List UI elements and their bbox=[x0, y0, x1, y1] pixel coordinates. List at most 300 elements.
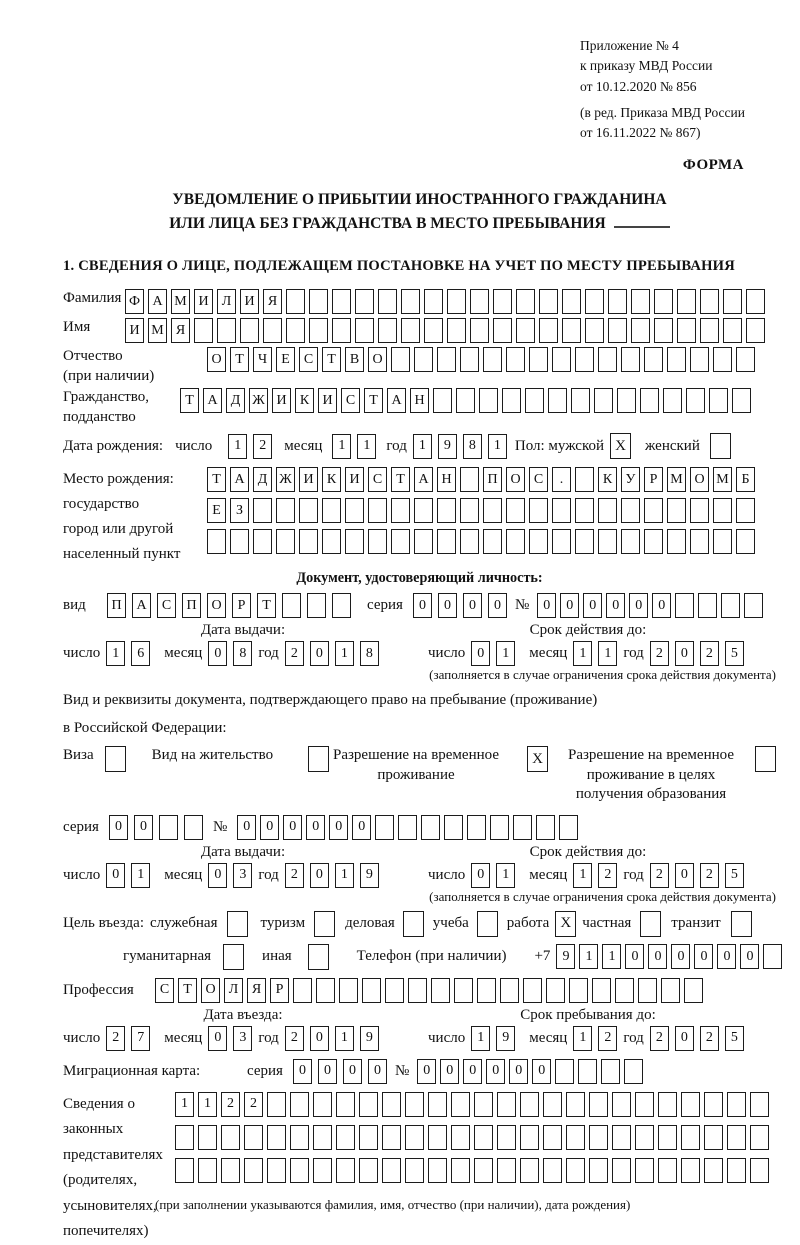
char-cell[interactable] bbox=[332, 593, 351, 618]
char-cell[interactable] bbox=[520, 1158, 539, 1183]
char-cell[interactable]: 0 bbox=[629, 593, 648, 618]
char-cell[interactable]: 7 bbox=[131, 1026, 150, 1051]
char-cell[interactable] bbox=[598, 347, 617, 372]
char-cell[interactable]: А bbox=[230, 467, 249, 492]
char-cell[interactable]: Е bbox=[207, 498, 226, 523]
char-cell[interactable] bbox=[385, 978, 404, 1003]
char-cell[interactable] bbox=[562, 318, 581, 343]
char-cell[interactable] bbox=[490, 815, 509, 840]
char-cell[interactable]: 0 bbox=[310, 641, 329, 666]
char-cell[interactable] bbox=[635, 1092, 654, 1117]
char-cell[interactable] bbox=[307, 593, 326, 618]
char-cell[interactable] bbox=[681, 1158, 700, 1183]
char-cell[interactable] bbox=[612, 1092, 631, 1117]
char-cell[interactable]: 8 bbox=[360, 641, 379, 666]
char-cell[interactable] bbox=[578, 1059, 597, 1084]
char-cell[interactable]: 1 bbox=[488, 434, 507, 459]
char-cell[interactable] bbox=[644, 347, 663, 372]
purpose-other-checkbox[interactable] bbox=[308, 944, 329, 970]
char-cell[interactable]: 5 bbox=[725, 1026, 744, 1051]
char-cell[interactable]: 2 bbox=[106, 1026, 125, 1051]
char-cell[interactable]: Р bbox=[270, 978, 289, 1003]
char-cell[interactable] bbox=[750, 1092, 769, 1117]
char-cell[interactable]: 0 bbox=[648, 944, 667, 969]
char-cell[interactable] bbox=[621, 498, 640, 523]
char-cell[interactable] bbox=[437, 347, 456, 372]
char-cell[interactable] bbox=[644, 529, 663, 554]
char-cell[interactable] bbox=[704, 1125, 723, 1150]
char-cell[interactable] bbox=[543, 1092, 562, 1117]
char-cell[interactable]: 1 bbox=[471, 1026, 490, 1051]
char-cell[interactable] bbox=[736, 347, 755, 372]
char-cell[interactable] bbox=[309, 289, 328, 314]
char-cell[interactable]: 5 bbox=[725, 863, 744, 888]
char-cell[interactable] bbox=[313, 1092, 332, 1117]
char-cell[interactable] bbox=[359, 1125, 378, 1150]
char-cell[interactable] bbox=[713, 347, 732, 372]
char-cell[interactable] bbox=[198, 1158, 217, 1183]
char-cell[interactable] bbox=[362, 978, 381, 1003]
char-cell[interactable] bbox=[667, 529, 686, 554]
char-cell[interactable] bbox=[723, 289, 742, 314]
char-cell[interactable]: З bbox=[230, 498, 249, 523]
purpose-work-checkbox[interactable]: X bbox=[555, 911, 576, 937]
char-cell[interactable] bbox=[451, 1158, 470, 1183]
char-cell[interactable]: С bbox=[155, 978, 174, 1003]
char-cell[interactable] bbox=[589, 1092, 608, 1117]
char-cell[interactable] bbox=[408, 978, 427, 1003]
char-cell[interactable] bbox=[451, 1125, 470, 1150]
char-cell[interactable] bbox=[654, 289, 673, 314]
char-cell[interactable]: М bbox=[148, 318, 167, 343]
char-cell[interactable]: 2 bbox=[598, 863, 617, 888]
char-cell[interactable]: 0 bbox=[343, 1059, 362, 1084]
char-cell[interactable] bbox=[207, 529, 226, 554]
char-cell[interactable] bbox=[467, 815, 486, 840]
purpose-business-checkbox[interactable] bbox=[227, 911, 248, 937]
char-cell[interactable]: 1 bbox=[357, 434, 376, 459]
char-cell[interactable] bbox=[690, 498, 709, 523]
char-cell[interactable] bbox=[559, 815, 578, 840]
char-cell[interactable]: 9 bbox=[360, 863, 379, 888]
char-cell[interactable] bbox=[546, 978, 565, 1003]
char-cell[interactable] bbox=[276, 529, 295, 554]
char-cell[interactable] bbox=[336, 1158, 355, 1183]
char-cell[interactable] bbox=[421, 815, 440, 840]
char-cell[interactable] bbox=[460, 529, 479, 554]
char-cell[interactable] bbox=[681, 1125, 700, 1150]
char-cell[interactable] bbox=[562, 289, 581, 314]
char-cell[interactable]: 9 bbox=[496, 1026, 515, 1051]
char-cell[interactable]: 2 bbox=[598, 1026, 617, 1051]
char-cell[interactable] bbox=[267, 1158, 286, 1183]
char-cell[interactable] bbox=[704, 1092, 723, 1117]
char-cell[interactable]: Т bbox=[180, 388, 199, 413]
char-cell[interactable] bbox=[253, 529, 272, 554]
char-cell[interactable]: 1 bbox=[496, 641, 515, 666]
char-cell[interactable] bbox=[723, 318, 742, 343]
char-cell[interactable]: 0 bbox=[208, 1026, 227, 1051]
char-cell[interactable]: 0 bbox=[283, 815, 302, 840]
char-cell[interactable] bbox=[598, 498, 617, 523]
purpose-tourism-checkbox[interactable] bbox=[314, 911, 335, 937]
char-cell[interactable]: Р bbox=[232, 593, 251, 618]
char-cell[interactable]: Л bbox=[224, 978, 243, 1003]
char-cell[interactable]: 0 bbox=[293, 1059, 312, 1084]
char-cell[interactable] bbox=[290, 1092, 309, 1117]
char-cell[interactable] bbox=[456, 388, 475, 413]
char-cell[interactable] bbox=[658, 1158, 677, 1183]
char-cell[interactable] bbox=[332, 318, 351, 343]
char-cell[interactable] bbox=[470, 318, 489, 343]
char-cell[interactable]: К bbox=[322, 467, 341, 492]
char-cell[interactable] bbox=[763, 944, 782, 969]
char-cell[interactable] bbox=[336, 1092, 355, 1117]
char-cell[interactable]: 0 bbox=[652, 593, 671, 618]
char-cell[interactable] bbox=[460, 347, 479, 372]
char-cell[interactable] bbox=[585, 289, 604, 314]
char-cell[interactable] bbox=[677, 289, 696, 314]
char-cell[interactable] bbox=[293, 978, 312, 1003]
char-cell[interactable] bbox=[497, 1158, 516, 1183]
char-cell[interactable]: 0 bbox=[606, 593, 625, 618]
char-cell[interactable] bbox=[493, 289, 512, 314]
char-cell[interactable]: 0 bbox=[109, 815, 128, 840]
char-cell[interactable]: 0 bbox=[237, 815, 256, 840]
char-cell[interactable]: 0 bbox=[260, 815, 279, 840]
char-cell[interactable] bbox=[290, 1158, 309, 1183]
char-cell[interactable]: А bbox=[132, 593, 151, 618]
char-cell[interactable] bbox=[497, 1125, 516, 1150]
purpose-commercial-checkbox[interactable] bbox=[403, 911, 424, 937]
char-cell[interactable] bbox=[474, 1158, 493, 1183]
char-cell[interactable]: 0 bbox=[208, 641, 227, 666]
char-cell[interactable]: Я bbox=[247, 978, 266, 1003]
char-cell[interactable] bbox=[431, 978, 450, 1003]
char-cell[interactable]: 0 bbox=[560, 593, 579, 618]
char-cell[interactable]: 3 bbox=[233, 863, 252, 888]
char-cell[interactable] bbox=[548, 388, 567, 413]
char-cell[interactable]: 1 bbox=[335, 863, 354, 888]
char-cell[interactable]: 0 bbox=[486, 1059, 505, 1084]
char-cell[interactable]: И bbox=[299, 467, 318, 492]
char-cell[interactable]: 0 bbox=[717, 944, 736, 969]
char-cell[interactable] bbox=[359, 1158, 378, 1183]
char-cell[interactable]: 2 bbox=[221, 1092, 240, 1117]
char-cell[interactable]: 1 bbox=[332, 434, 351, 459]
char-cell[interactable]: 0 bbox=[625, 944, 644, 969]
char-cell[interactable]: С bbox=[157, 593, 176, 618]
char-cell[interactable]: 9 bbox=[360, 1026, 379, 1051]
char-cell[interactable]: 0 bbox=[675, 641, 694, 666]
char-cell[interactable] bbox=[617, 388, 636, 413]
char-cell[interactable] bbox=[401, 289, 420, 314]
char-cell[interactable]: Я bbox=[263, 289, 282, 314]
temp-residence-edu-checkbox[interactable] bbox=[755, 746, 776, 772]
char-cell[interactable]: Т bbox=[207, 467, 226, 492]
char-cell[interactable]: 2 bbox=[700, 641, 719, 666]
char-cell[interactable] bbox=[309, 318, 328, 343]
char-cell[interactable]: О bbox=[207, 593, 226, 618]
char-cell[interactable] bbox=[506, 529, 525, 554]
char-cell[interactable]: В bbox=[345, 347, 364, 372]
char-cell[interactable]: 0 bbox=[208, 863, 227, 888]
char-cell[interactable] bbox=[621, 529, 640, 554]
char-cell[interactable]: У bbox=[621, 467, 640, 492]
char-cell[interactable]: И bbox=[194, 289, 213, 314]
char-cell[interactable]: 0 bbox=[509, 1059, 528, 1084]
char-cell[interactable]: 0 bbox=[417, 1059, 436, 1084]
char-cell[interactable] bbox=[640, 388, 659, 413]
char-cell[interactable]: 0 bbox=[368, 1059, 387, 1084]
char-cell[interactable]: 0 bbox=[583, 593, 602, 618]
char-cell[interactable] bbox=[744, 593, 763, 618]
char-cell[interactable] bbox=[428, 1125, 447, 1150]
char-cell[interactable] bbox=[276, 498, 295, 523]
char-cell[interactable] bbox=[516, 289, 535, 314]
char-cell[interactable]: А bbox=[203, 388, 222, 413]
char-cell[interactable] bbox=[322, 529, 341, 554]
char-cell[interactable] bbox=[382, 1158, 401, 1183]
char-cell[interactable] bbox=[746, 318, 765, 343]
char-cell[interactable]: Т bbox=[178, 978, 197, 1003]
char-cell[interactable] bbox=[355, 289, 374, 314]
char-cell[interactable]: А bbox=[148, 289, 167, 314]
char-cell[interactable]: К bbox=[295, 388, 314, 413]
char-cell[interactable] bbox=[608, 289, 627, 314]
char-cell[interactable]: 8 bbox=[233, 641, 252, 666]
char-cell[interactable] bbox=[684, 978, 703, 1003]
char-cell[interactable]: С bbox=[368, 467, 387, 492]
char-cell[interactable]: Д bbox=[253, 467, 272, 492]
char-cell[interactable]: Л bbox=[217, 289, 236, 314]
char-cell[interactable]: И bbox=[272, 388, 291, 413]
char-cell[interactable]: 0 bbox=[532, 1059, 551, 1084]
char-cell[interactable] bbox=[339, 978, 358, 1003]
char-cell[interactable] bbox=[575, 529, 594, 554]
char-cell[interactable] bbox=[709, 388, 728, 413]
char-cell[interactable] bbox=[575, 498, 594, 523]
char-cell[interactable] bbox=[555, 1059, 574, 1084]
char-cell[interactable]: 2 bbox=[244, 1092, 263, 1117]
char-cell[interactable] bbox=[483, 529, 502, 554]
char-cell[interactable]: А bbox=[414, 467, 433, 492]
char-cell[interactable] bbox=[571, 388, 590, 413]
char-cell[interactable]: 1 bbox=[598, 641, 617, 666]
char-cell[interactable] bbox=[598, 529, 617, 554]
char-cell[interactable]: 0 bbox=[106, 863, 125, 888]
char-cell[interactable] bbox=[520, 1125, 539, 1150]
char-cell[interactable] bbox=[244, 1158, 263, 1183]
char-cell[interactable]: А bbox=[387, 388, 406, 413]
char-cell[interactable] bbox=[391, 347, 410, 372]
char-cell[interactable] bbox=[414, 498, 433, 523]
char-cell[interactable]: Т bbox=[364, 388, 383, 413]
char-cell[interactable]: 1 bbox=[579, 944, 598, 969]
char-cell[interactable] bbox=[382, 1092, 401, 1117]
char-cell[interactable] bbox=[539, 318, 558, 343]
char-cell[interactable] bbox=[615, 978, 634, 1003]
char-cell[interactable]: 2 bbox=[285, 863, 304, 888]
char-cell[interactable]: Я bbox=[171, 318, 190, 343]
char-cell[interactable] bbox=[460, 498, 479, 523]
char-cell[interactable] bbox=[451, 1092, 470, 1117]
char-cell[interactable] bbox=[433, 388, 452, 413]
char-cell[interactable]: Т bbox=[230, 347, 249, 372]
char-cell[interactable] bbox=[566, 1158, 585, 1183]
char-cell[interactable]: Р bbox=[644, 467, 663, 492]
char-cell[interactable] bbox=[217, 318, 236, 343]
char-cell[interactable]: 9 bbox=[438, 434, 457, 459]
char-cell[interactable] bbox=[566, 1125, 585, 1150]
char-cell[interactable]: 0 bbox=[438, 593, 457, 618]
char-cell[interactable] bbox=[575, 467, 594, 492]
char-cell[interactable]: И bbox=[318, 388, 337, 413]
char-cell[interactable] bbox=[175, 1125, 194, 1150]
char-cell[interactable]: С bbox=[299, 347, 318, 372]
char-cell[interactable]: Н bbox=[437, 467, 456, 492]
char-cell[interactable] bbox=[345, 529, 364, 554]
char-cell[interactable]: Т bbox=[322, 347, 341, 372]
char-cell[interactable] bbox=[658, 1092, 677, 1117]
char-cell[interactable]: Ч bbox=[253, 347, 272, 372]
char-cell[interactable] bbox=[506, 347, 525, 372]
char-cell[interactable]: И bbox=[240, 289, 259, 314]
char-cell[interactable]: 1 bbox=[573, 1026, 592, 1051]
char-cell[interactable] bbox=[635, 1158, 654, 1183]
char-cell[interactable] bbox=[690, 347, 709, 372]
char-cell[interactable] bbox=[497, 1092, 516, 1117]
char-cell[interactable]: 0 bbox=[463, 1059, 482, 1084]
purpose-study-checkbox[interactable] bbox=[477, 911, 498, 937]
char-cell[interactable] bbox=[424, 289, 443, 314]
char-cell[interactable] bbox=[267, 1125, 286, 1150]
char-cell[interactable]: К bbox=[598, 467, 617, 492]
char-cell[interactable] bbox=[428, 1158, 447, 1183]
char-cell[interactable] bbox=[589, 1125, 608, 1150]
char-cell[interactable]: Ж bbox=[276, 467, 295, 492]
char-cell[interactable] bbox=[474, 1092, 493, 1117]
char-cell[interactable] bbox=[221, 1158, 240, 1183]
char-cell[interactable] bbox=[667, 498, 686, 523]
char-cell[interactable]: 0 bbox=[671, 944, 690, 969]
char-cell[interactable] bbox=[552, 498, 571, 523]
char-cell[interactable]: Б bbox=[736, 467, 755, 492]
char-cell[interactable] bbox=[516, 318, 535, 343]
char-cell[interactable] bbox=[470, 289, 489, 314]
char-cell[interactable]: М bbox=[713, 467, 732, 492]
char-cell[interactable] bbox=[661, 978, 680, 1003]
char-cell[interactable] bbox=[506, 498, 525, 523]
char-cell[interactable] bbox=[631, 318, 650, 343]
char-cell[interactable]: Т bbox=[391, 467, 410, 492]
char-cell[interactable] bbox=[677, 318, 696, 343]
char-cell[interactable] bbox=[736, 498, 755, 523]
char-cell[interactable] bbox=[750, 1125, 769, 1150]
char-cell[interactable]: О bbox=[207, 347, 226, 372]
char-cell[interactable] bbox=[240, 318, 259, 343]
char-cell[interactable] bbox=[681, 1092, 700, 1117]
char-cell[interactable] bbox=[359, 1092, 378, 1117]
char-cell[interactable] bbox=[483, 347, 502, 372]
char-cell[interactable] bbox=[194, 318, 213, 343]
char-cell[interactable]: 0 bbox=[488, 593, 507, 618]
char-cell[interactable]: 2 bbox=[650, 1026, 669, 1051]
char-cell[interactable] bbox=[525, 388, 544, 413]
char-cell[interactable] bbox=[698, 593, 717, 618]
char-cell[interactable]: 0 bbox=[134, 815, 153, 840]
char-cell[interactable] bbox=[592, 978, 611, 1003]
char-cell[interactable]: 0 bbox=[463, 593, 482, 618]
char-cell[interactable]: 0 bbox=[537, 593, 556, 618]
char-cell[interactable] bbox=[594, 388, 613, 413]
char-cell[interactable]: 0 bbox=[471, 863, 490, 888]
char-cell[interactable]: 0 bbox=[675, 863, 694, 888]
char-cell[interactable] bbox=[454, 978, 473, 1003]
temp-residence-checkbox[interactable]: X bbox=[527, 746, 548, 772]
char-cell[interactable] bbox=[299, 498, 318, 523]
char-cell[interactable]: С bbox=[529, 467, 548, 492]
char-cell[interactable] bbox=[575, 347, 594, 372]
char-cell[interactable]: 0 bbox=[740, 944, 759, 969]
char-cell[interactable]: 2 bbox=[650, 641, 669, 666]
char-cell[interactable]: 5 bbox=[725, 641, 744, 666]
char-cell[interactable] bbox=[713, 498, 732, 523]
char-cell[interactable] bbox=[428, 1092, 447, 1117]
sex-female-checkbox[interactable] bbox=[710, 433, 731, 459]
purpose-transit-checkbox[interactable] bbox=[731, 911, 752, 937]
char-cell[interactable] bbox=[658, 1125, 677, 1150]
visa-checkbox[interactable] bbox=[105, 746, 126, 772]
char-cell[interactable]: 1 bbox=[413, 434, 432, 459]
char-cell[interactable]: Н bbox=[410, 388, 429, 413]
char-cell[interactable]: П bbox=[107, 593, 126, 618]
char-cell[interactable] bbox=[523, 978, 542, 1003]
char-cell[interactable] bbox=[750, 1158, 769, 1183]
char-cell[interactable] bbox=[536, 815, 555, 840]
char-cell[interactable]: 1 bbox=[573, 863, 592, 888]
char-cell[interactable] bbox=[663, 388, 682, 413]
char-cell[interactable] bbox=[263, 318, 282, 343]
char-cell[interactable]: Е bbox=[276, 347, 295, 372]
char-cell[interactable] bbox=[244, 1125, 263, 1150]
char-cell[interactable] bbox=[543, 1158, 562, 1183]
char-cell[interactable]: 2 bbox=[285, 1026, 304, 1051]
char-cell[interactable] bbox=[437, 498, 456, 523]
char-cell[interactable]: 0 bbox=[694, 944, 713, 969]
char-cell[interactable] bbox=[529, 498, 548, 523]
char-cell[interactable] bbox=[502, 388, 521, 413]
char-cell[interactable] bbox=[253, 498, 272, 523]
char-cell[interactable]: Д bbox=[226, 388, 245, 413]
char-cell[interactable] bbox=[713, 529, 732, 554]
char-cell[interactable] bbox=[444, 815, 463, 840]
char-cell[interactable] bbox=[644, 498, 663, 523]
char-cell[interactable] bbox=[721, 593, 740, 618]
char-cell[interactable] bbox=[727, 1125, 746, 1150]
char-cell[interactable]: Т bbox=[257, 593, 276, 618]
char-cell[interactable] bbox=[690, 529, 709, 554]
char-cell[interactable]: 1 bbox=[573, 641, 592, 666]
char-cell[interactable]: Ф bbox=[125, 289, 144, 314]
char-cell[interactable]: 0 bbox=[306, 815, 325, 840]
char-cell[interactable] bbox=[638, 978, 657, 1003]
char-cell[interactable] bbox=[654, 318, 673, 343]
char-cell[interactable] bbox=[382, 1125, 401, 1150]
char-cell[interactable] bbox=[704, 1158, 723, 1183]
char-cell[interactable]: 1 bbox=[198, 1092, 217, 1117]
sex-male-checkbox[interactable]: X bbox=[610, 433, 631, 459]
